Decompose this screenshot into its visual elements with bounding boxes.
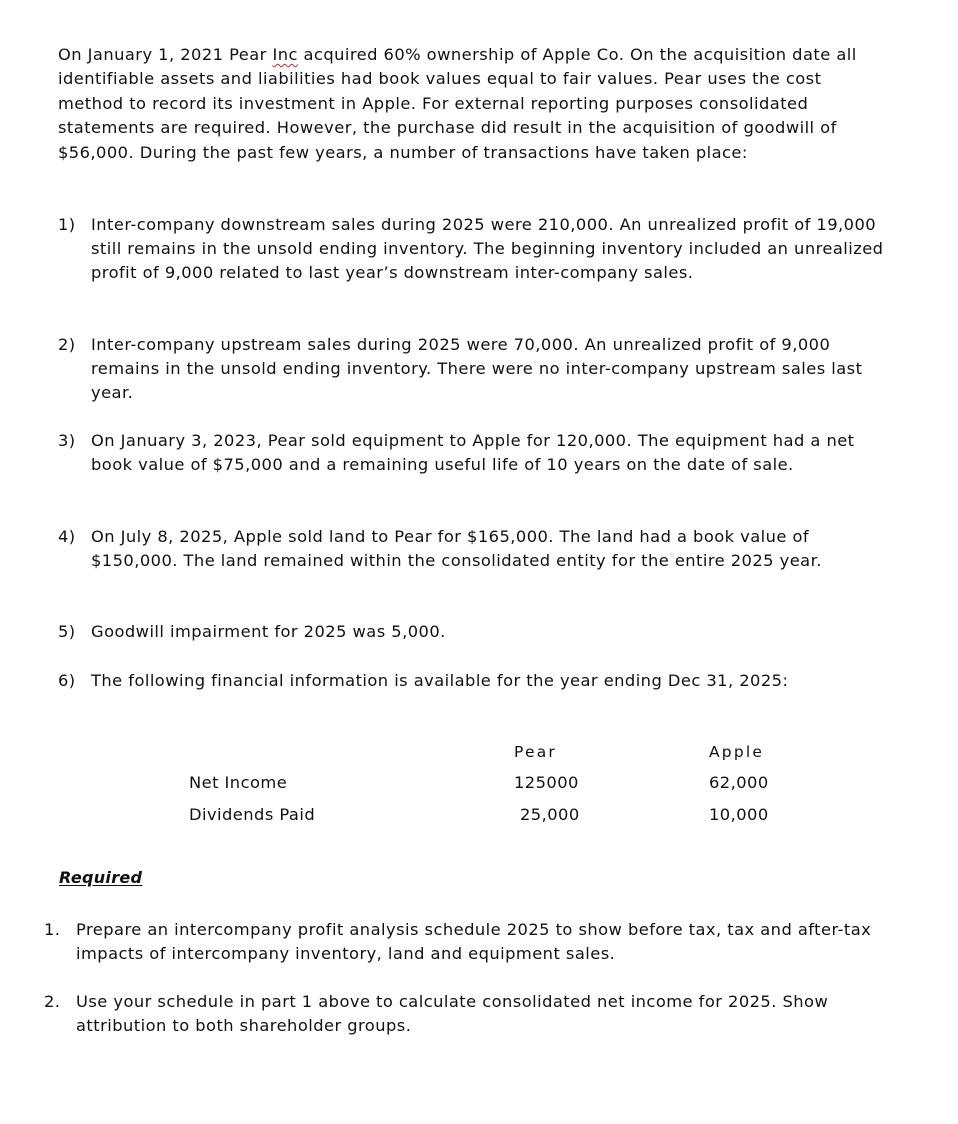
transaction-item-3 [58,429,898,477]
row-label-dividends-paid: Dividends Paid [189,805,316,824]
required-item-1 [44,918,924,966]
item-text: Inter-company downstream sales during 2025 were 210,000. An unrealized profit of 19,000 still remains in the unsold ending inventory. The beginning inventory included an unrealized profit of 9,000 related to last year’s downstream inter-company sales. [91,215,884,282]
item-number: 4) [58,527,76,546]
net-income-pear: 125000 [514,773,579,792]
transaction-item-2 [58,333,898,405]
dividends-paid-apple: 10,000 [709,805,769,824]
item-number: 3) [58,431,76,450]
required-item-2 [44,990,924,1038]
transaction-item-4 [58,525,898,573]
required-heading: Required [59,868,143,887]
spellcheck-flagged-word[interactable]: Inc [272,45,298,64]
column-header-apple: Apple [709,743,765,761]
transaction-item-5 [58,620,898,644]
required-item-text: Use your schedule in part 1 above to calculate consolidated net income for 2025. Show attribution to both shareholder groups. [76,992,829,1035]
row-label-net-income: Net Income [189,773,288,792]
required-item-number: 1. [44,920,61,939]
item-number: 1) [58,215,76,234]
item-text: On July 8, 2025, Apple sold land to Pear for $165,000. The land had a book value of $150,000. The land remained within the consolidated entity for the entire 2025 year. [91,527,822,570]
item-number: 6) [58,671,76,690]
item-number: 2) [58,335,76,354]
intro-text-start: On January 1, 2021 Pear [58,45,273,64]
column-header-pear: Pear [514,743,558,761]
item-number: 5) [58,622,76,641]
transaction-item-1 [58,213,898,285]
dividends-paid-pear: 25,000 [520,805,580,824]
transaction-item-6 [58,669,898,693]
item-text: Inter-company upstream sales during 2025 were 70,000. An unrealized profit of 9,000 remains in the unsold ending inventory. There were no inter-company upstream sales last year. [91,335,863,402]
required-item-number: 2. [44,992,61,1011]
required-item-text: Prepare an intercompany profit analysis schedule 2025 to show before tax, tax and after-tax impacts of intercompany inventory, land and equipment sales. [76,920,872,963]
item-text: Goodwill impairment for 2025 was 5,000. [91,622,446,641]
intro-text-rest: acquired 60% ownership of Apple Co. On the acquisition date all identifiable assets and liabilities had book values equal to fair values. Pear uses the cost method to record its investment in Apple. For external reporting purposes consolidated statements are required. However, the purchase did result in the acquisition of goodwill of $56,000. During the past few years, a number of transactions have taken place: [58,45,857,162]
net-income-apple: 62,000 [709,773,769,792]
item-text: The following financial information is available for the year ending Dec 31, 2025: [91,671,789,690]
intro-paragraph [58,43,858,165]
item-text: On January 3, 2023, Pear sold equipment to Apple for 120,000. The equipment had a net book value of $75,000 and a remaining useful life of 10 years on the date of sale. [91,431,855,474]
